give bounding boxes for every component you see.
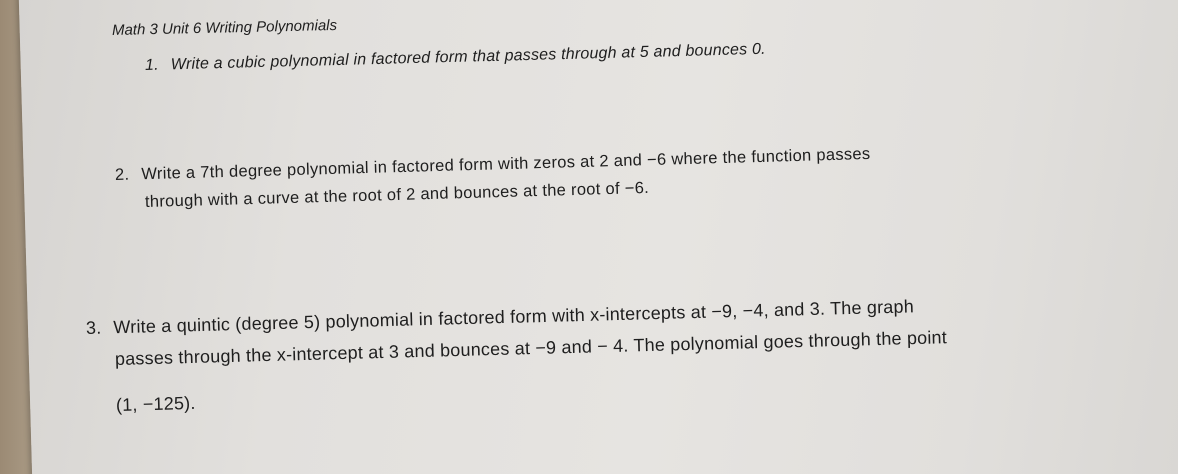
question-2-number: 2. bbox=[114, 165, 130, 184]
question-2-text-line-1: Write a 7th degree polynomial in factored form with zeros at 2 and −6 where the function passes bbox=[141, 144, 871, 184]
question-3-number: 3. bbox=[85, 317, 102, 338]
question-3-text-line-2: passes through the x-intercept at 3 and bounces at −9 and − 4. The polynomial goes through the point bbox=[114, 327, 948, 369]
question-2-text-line-2: through with a curve at the root of 2 and bounces at the root of −6. bbox=[144, 178, 650, 211]
question-3-text-line-3: (1, −125). bbox=[115, 392, 196, 415]
question-1 bbox=[145, 41, 766, 75]
question-2 bbox=[115, 145, 871, 185]
worksheet-title: Math 3 Unit 6 Writing Polynomials bbox=[111, 16, 338, 39]
question-1-text: Write a cubic polynomial in factored form that passes through at 5 and bounces 0. bbox=[170, 40, 766, 74]
question-1-number: 1. bbox=[144, 56, 159, 74]
question-3-text-line-1: Write a quintic (degree 5) polynomial in factored form with x-intercepts at −9, −4, and 3. The graph bbox=[113, 296, 915, 338]
